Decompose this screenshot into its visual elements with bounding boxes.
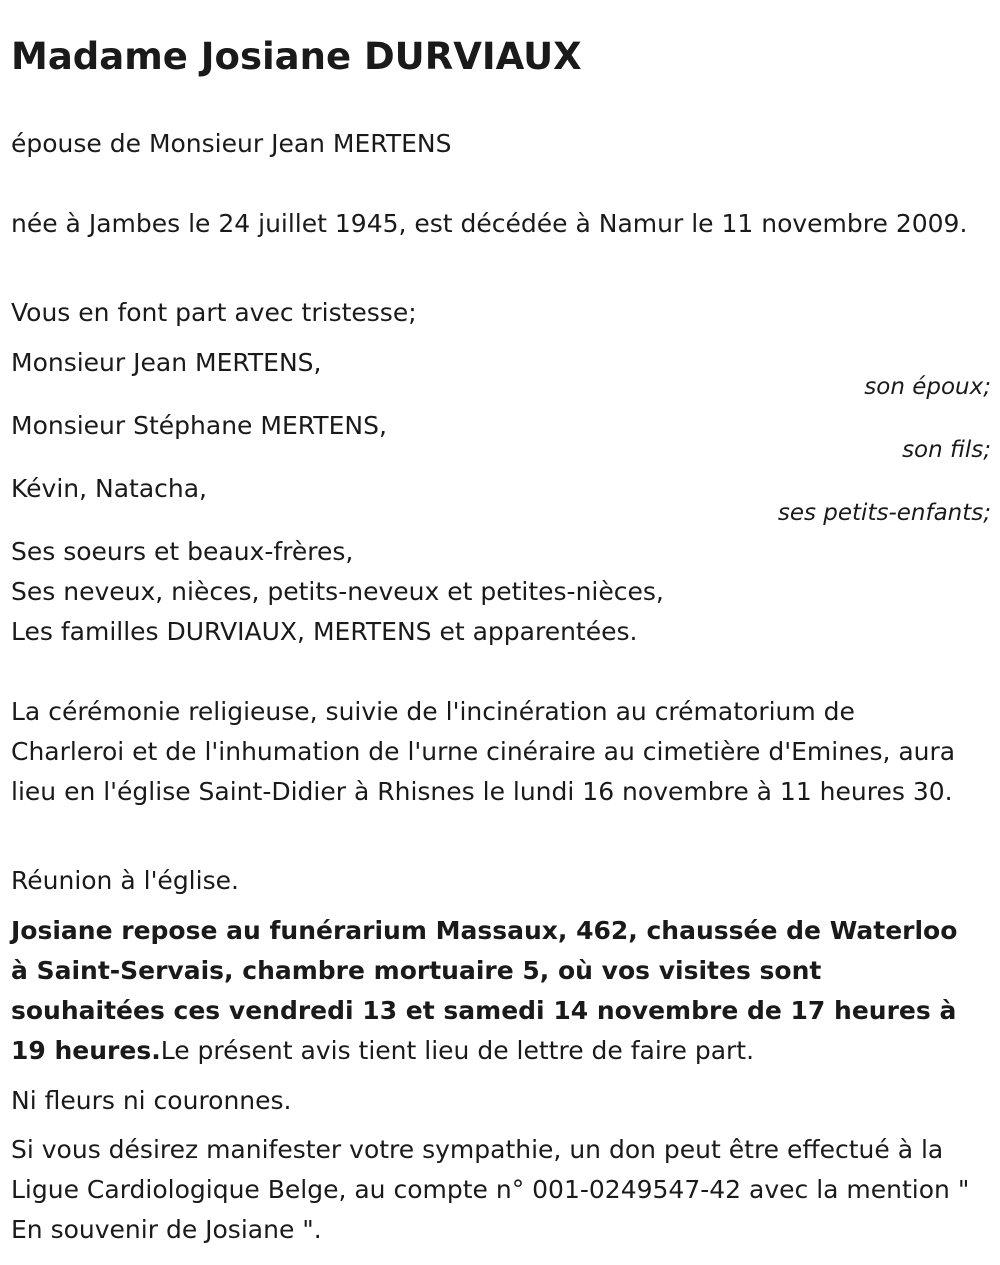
- family-member-role: son fils;: [902, 437, 991, 463]
- ceremony-paragraph: La cérémonie religieuse, suivie de l'incinération au crématorium de Charleroi et de l'inhumation de l'urne cinéraire au cimetière d'Emines, aura lieu en l'église Saint-Didier à Rhisnes le lundi 16 novembre à 11 heures 30.: [11, 697, 956, 806]
- funeral-home-paragraph: [11, 911, 971, 1071]
- family-member-role: son époux;: [864, 374, 991, 400]
- family-member-name: Monsieur Jean MERTENS,: [11, 348, 322, 377]
- family-member-role: ses petits-enfants;: [777, 500, 991, 526]
- announcement-intro: Vous en font part avec tristesse;: [11, 298, 417, 327]
- relatives-line: Les familles DURVIAUX, MERTENS et apparentées.: [11, 617, 638, 646]
- family-member-name: Monsieur Stéphane MERTENS,: [11, 411, 387, 440]
- page-title: Madame Josiane DURVIAUX: [11, 35, 582, 78]
- birth-death-line: née à Jambes le 24 juillet 1945, est décédée à Namur le 11 novembre 2009.: [11, 209, 968, 238]
- meeting-line: Réunion à l'église.: [11, 866, 239, 895]
- relatives-line: Ses soeurs et beaux-frères,: [11, 537, 354, 566]
- funeral-home-tail: Le présent avis tient lieu de lettre de faire part.: [160, 1036, 755, 1065]
- family-member-name: Kévin, Natacha,: [11, 474, 208, 503]
- no-flowers-line: Ni fleurs ni couronnes.: [11, 1086, 292, 1115]
- donation-paragraph: Si vous désirez manifester votre sympathie, un don peut être effectué à la Ligue Cardiologique Belge, au compte n° 001-0249547-42 avec la mention " En souvenir de Josiane ".: [11, 1135, 970, 1244]
- spouse-line: épouse de Monsieur Jean MERTENS: [11, 129, 452, 158]
- funeral-home-details: Josiane repose au funérarium Massaux, 462, chaussée de Waterloo à Saint-Servais, chambre mortuaire 5, où vos visites sont souhaitées ces vendredi 13 et samedi 14 novembre de 17 heures à 19 heures.: [11, 916, 958, 1065]
- relatives-line: Ses neveux, nièces, petits-neveux et petites-nièces,: [11, 577, 664, 606]
